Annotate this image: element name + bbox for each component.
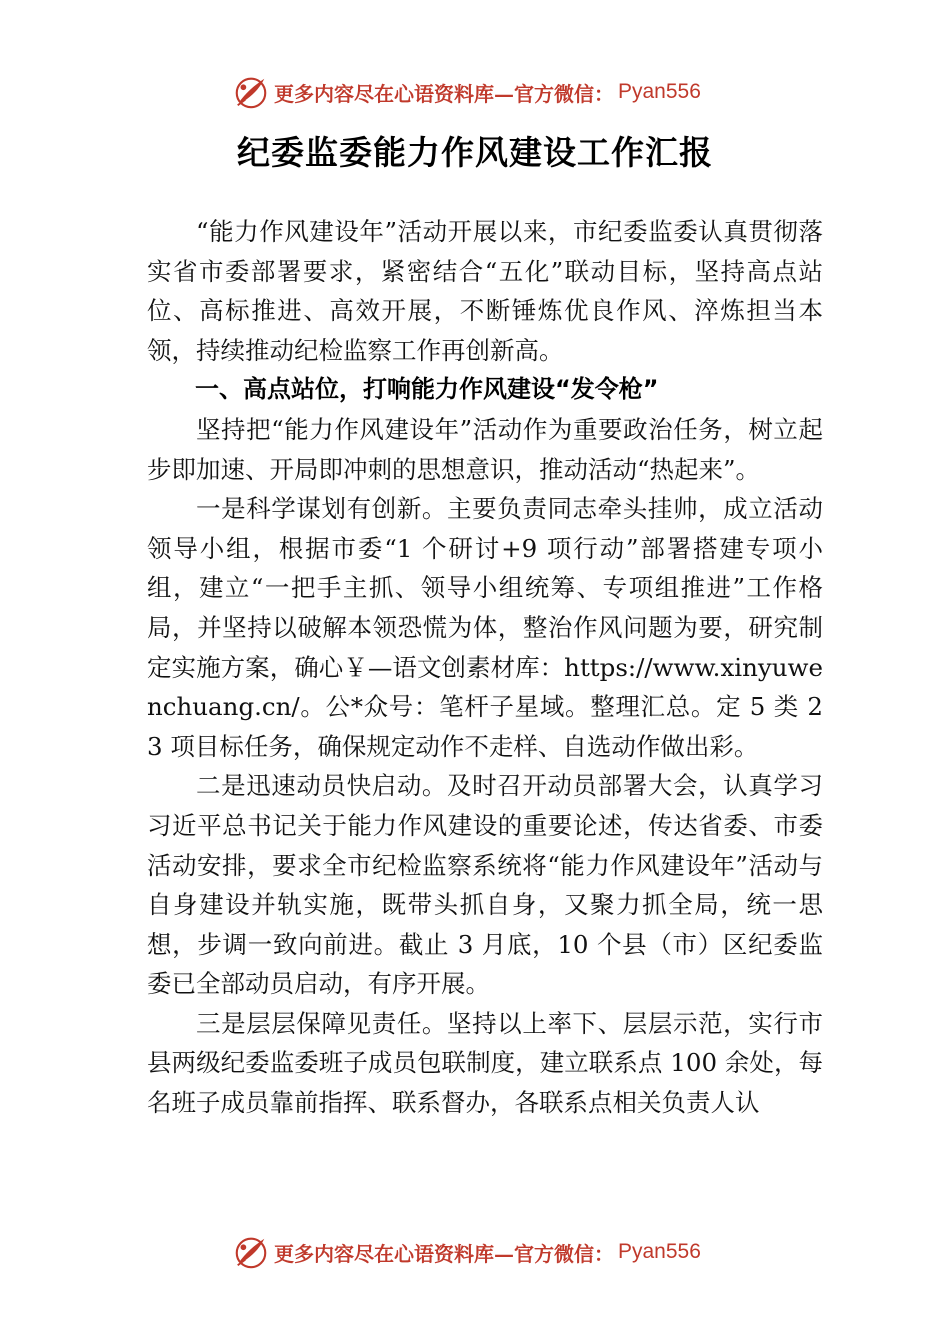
paragraph-point-2: 二是迅速动员快启动。及时召开动员部署大会，认真学习习近平总书记关于能力作风建设的重要论述，传达省委、市委活动安排，要求全市纪检监察系统将“能力作风建设年”活动与自身建设并轨实施，既带头抓自身，又聚力抓全局，统一思想，步调一致向前进。截止 3 月底，10 个县（市）区纪委监委已全部动员启动，有序开展。 (147, 771, 823, 999)
watermark-text: 更多内容尽在心语资料库—官方微信： (274, 1241, 614, 1266)
quill-logo-icon (232, 73, 270, 111)
header-watermark-banner (232, 72, 701, 112)
document-body (147, 212, 823, 1123)
paragraph-section-intro: 坚持把“能力作风建设年”活动作为重要政治任务，树立起步即加速、开局即冲刺的思想意识，推动活动“热起来”。 (147, 414, 823, 484)
paragraph-point-1: 一是科学谋划有创新。主要负责同志牵头挂帅，成立活动领导小组，根据市委“1 个研讨+9 项行动”部署搭建专项小组，建立“一把手主抓、领导小组统筹、专项组推进”工作格局，并坚持以破解本领恐慌为体，整治作风问题为要，研究制定实施方案，确心￥—语文创素材库：https://www.xinyuwenchuang.cn/。公*众号：笔杆子星域。整理汇总。定 5 类 23 项目标任务，确保规定动作不走样、自选动作做出彩。 (147, 494, 823, 761)
watermark-wechat-id: Pyan556 (618, 80, 701, 103)
paragraph-intro: “能力作风建设年”活动开展以来，市纪委监委认真贯彻落实省市委部署要求，紧密结合“五化”联动目标，坚持高点站位、高标推进、高效开展，不断锤炼优良作风、淬炼担当本领，持续推动纪检监察工作再创新高。 (147, 217, 823, 365)
document-title: 纪委监委能力作风建设工作汇报 (237, 133, 713, 172)
footer-watermark-banner (232, 1232, 701, 1272)
paragraph-point-3: 三是层层保障见责任。坚持以上率下、层层示范，实行市县两级纪委监委班子成员包联制度，建立联系点 100 余处，每名班子成员靠前指挥、联系督办，各联系点相关负责人认 (147, 1008, 823, 1118)
watermark-wechat-id: Pyan556 (618, 1240, 701, 1263)
watermark-text: 更多内容尽在心语资料库—官方微信： (274, 81, 614, 106)
quill-logo-icon (232, 1233, 270, 1271)
section-heading-1: 一、高点站位，打响能力作风建设“发令枪” (195, 375, 659, 404)
